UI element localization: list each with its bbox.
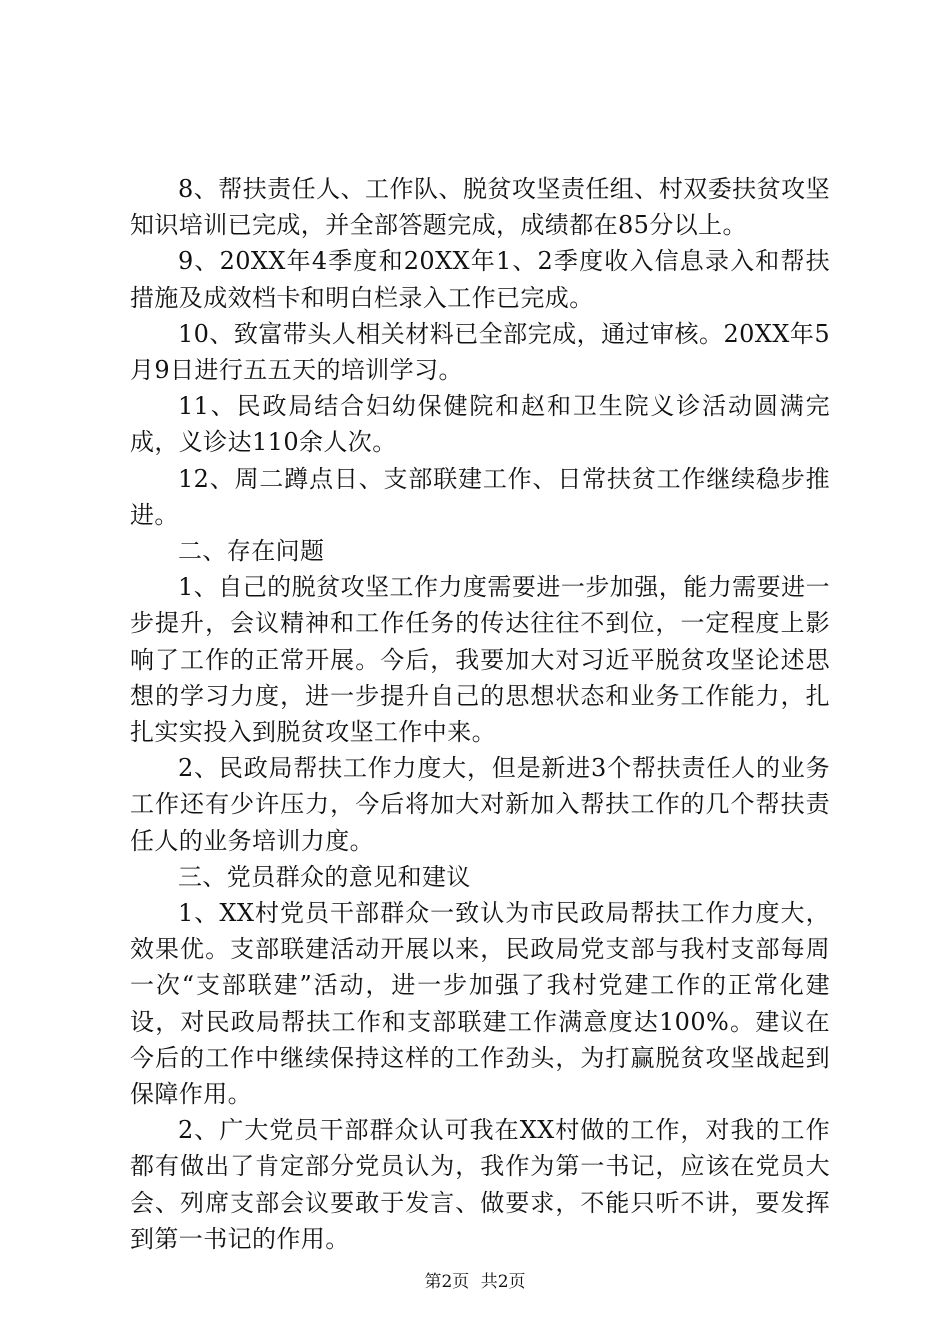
paragraph-opinion-1: 1、XX村党员干部群众一致认为市民政局帮扶工作力度大，效果优。支部联建活动开展以来，民政局党支部与我村支部每周一次“支部联建”活动，进一步加强了我村党建工作的正常化建设，对民政局帮扶工作和支部联建工作满意度达100%。建议在今后的工作中继续保持这样的工作劲头，为打赢脱贫攻坚战起到保障作用。	[130, 899, 830, 1109]
page-number: 第2页	[424, 1272, 470, 1292]
paragraph-item-10: 10、致富带头人相关材料已全部完成，通过审核。20XX年5月9日进行五五天的培训学习。	[130, 319, 830, 385]
section-heading-problems: 二、存在问题	[178, 537, 325, 566]
paragraph-opinion-2: 2、广大党员干部群众认可我在XX村做的工作，对我的工作都有做出了肯定部分党员认为，我作为第一书记，应该在党员大会、列席支部会议要敢于发言、做要求，不能只听不讲，要发挥到第一书记的作用。	[130, 1116, 830, 1253]
paragraph-problem-1: 1、自己的脱贫攻坚工作力度需要进一步加强，能力需要进一步提升，会议精神和工作任务的传达往往不到位，一定程度上影响了工作的正常开展。今后，我要加大对习近平脱贫攻坚论述思想的学习力度，进一步提升自己的思想状态和业务工作能力，扎扎实实投入到脱贫攻坚工作中来。	[130, 573, 830, 747]
paragraph-item-8: 8、帮扶责任人、工作队、脱贫攻坚责任组、村双委扶贫攻坚知识培训已完成，并全部答题完成，成绩都在85分以上。	[130, 175, 830, 240]
paragraph-item-11: 11、民政局结合妇幼保健院和赵和卫生院义诊活动圆满完成，义诊达110余人次。	[130, 392, 830, 457]
paragraph-item-9: 9、20XX年4季度和20XX年1、2季度收入信息录入和帮扶措施及成效档卡和明白栏录入工作已完成。	[130, 247, 830, 312]
page-footer	[0, 1271, 950, 1293]
page-total: 共2页	[480, 1272, 526, 1292]
document-body	[130, 171, 830, 1257]
paragraph-problem-2: 2、民政局帮扶工作力度大，但是新进3个帮扶责任人的业务工作还有少许压力，今后将加大对新加入帮扶工作的几个帮扶责任人的业务培训力度。	[130, 754, 830, 855]
paragraph-item-12: 12、周二蹲点日、支部联建工作、日常扶贫工作继续稳步推进。	[130, 464, 830, 529]
section-heading-opinions: 三、党员群众的意见和建议	[178, 862, 471, 891]
